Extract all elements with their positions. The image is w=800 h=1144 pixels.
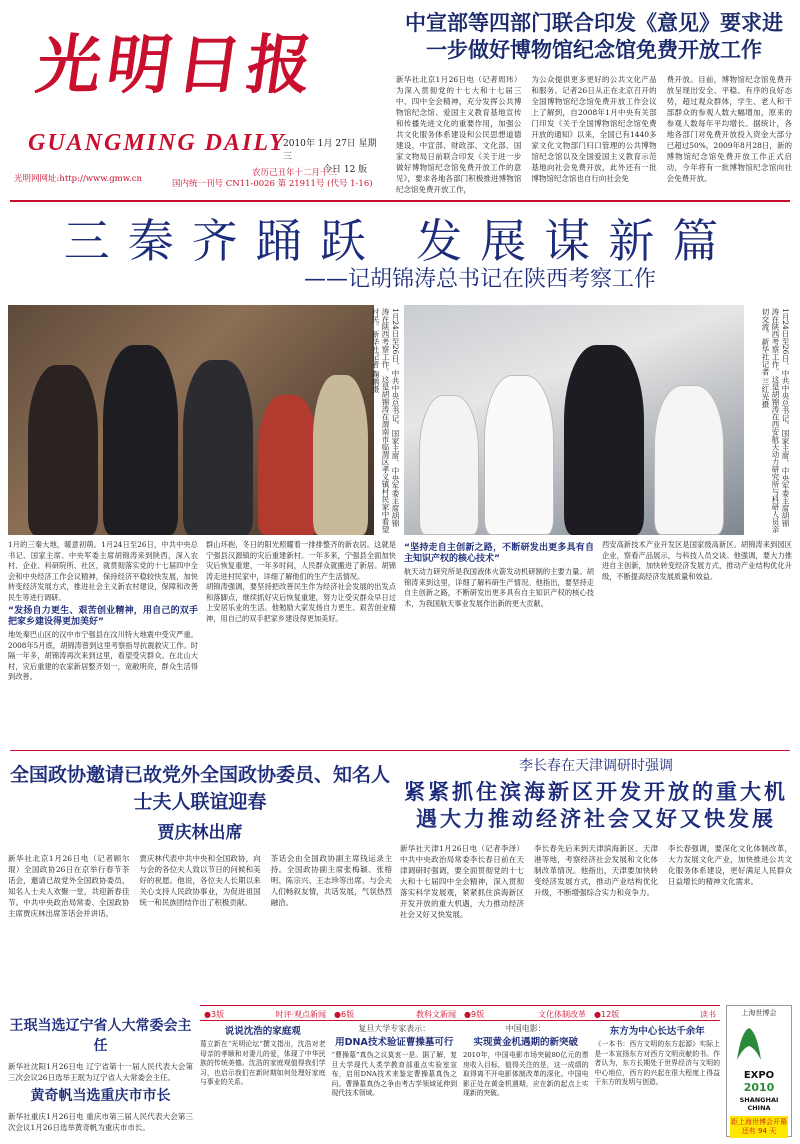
page-count: 今日 12 版	[323, 165, 368, 175]
newspaper-logo: 光明日报	[31, 28, 323, 103]
expo-countdown-box	[726, 1005, 792, 1137]
brief-text: 新华社沈阳1月26日电 辽宁省第十一届人民代表大会第三次会议26日选举王珉为辽宁省人大常委会主任。	[8, 1062, 193, 1082]
top-story-paragraph: 费开放。目前，博物馆纪念馆免费开放呈现出安全、平稳、有序的良好态势，超过观众群体，学生、老人和干部群众的参观人数大幅增加，原来的参观人数每年平均增长。据统计，各地各部门对免费开放投入资金大部分已超过50%，2009年8月28日，新的博物馆纪念馆免费开放工作正式启动，今年将有一批博物馆纪念馆向社会免费开放。	[666, 75, 792, 183]
main-story-paragraph: 群山环抱，冬日的阳光照耀着一排排整齐的新农居。这就是宁强县汉源镇的灾后重建新村。一年多来，宁强县全面加快灾后恢复重建，一年多时间，人民群众就搬进了新居。胡锦涛走进村民家中，详细了解他们的生产生活情况。	[206, 540, 396, 581]
index-box-headline[interactable]: 用DNA技术验证曹操墓可行	[335, 1037, 454, 1048]
index-box-text: 葛立新在“光明论坛”撰文指出，沈浩对老母亲的孝顺和对妻儿的爱，体现了中华民族的传统美德。沈浩的家庭观值得我们学习，也启示我们在新时期如何处理好家庭与事业的关系。	[200, 1040, 326, 1086]
tianjin-paragraph: 李长春强调，要深化文化体制改革，大力发展文化产业，加快推进公共文化服务体系建设，更好满足人民群众日益增长的精神文化需求。	[668, 844, 792, 886]
newspaper-logo-english: GUANGMING DAILY	[28, 130, 286, 156]
brief-liaoning	[8, 1015, 193, 1083]
photo-figure	[28, 365, 98, 535]
cppcc-paragraph: 茶话会由全国政协副主席钱运录主持。全国政协副主席张梅颖、张榕明、陈宗兴、王志珍等出席。与会夫人们畅叙友情，共话发展，气氛热烈融洽。	[270, 854, 392, 907]
index-page: ●6版	[334, 1010, 355, 1019]
index-box	[463, 1023, 589, 1099]
issue-info	[172, 168, 373, 190]
index-box-text: 2010年，中国电影市场突破80亿元的票房收入目标，值得关注的是，这一成绩的取得离不开电影体制改革的深化。中国电影正处在黄金机遇期，应在新的起点上实现新的突破。	[463, 1051, 589, 1097]
brief-headline[interactable]: 黄奇帆当选重庆市市长	[30, 1088, 171, 1104]
website-link[interactable]: 光明网网址:http://www.gmw.cn	[14, 174, 142, 184]
photo-figure	[419, 395, 479, 535]
page-index-bar	[200, 1005, 720, 1021]
issue-date: 2010年 1月 27日 星期三	[283, 139, 377, 162]
main-story-column	[206, 540, 396, 683]
tianjin-paragraph: 新华社天津1月26日电（记者李泽）中共中央政治局常委李长春日前在天津调研时强调，要全面贯彻党的十七大和十七届四中全会精神，深入贯彻落实科学发展观，紧紧抓住滨海新区开发开放的重大机遇，大力推动经济社会又好又快发展。	[400, 844, 524, 919]
index-box-headline[interactable]: 说说沈浩的家庭观	[224, 1026, 301, 1037]
expo-english-name: SHANGHAI CHINA	[739, 1096, 779, 1112]
main-story-paragraph: 1月的三秦大地，暖意初萌。1月24日至26日，中共中央总书记、国家主席、中央军委主席胡锦涛来到陕西，深入农村、企业、科研院所、社区，就贯彻落实党的十七届四中全会和中央经济工作会议精神，保持经济平稳较快发展，加快转变经济发展方式，推进社会主义新农村建设，保障和改善民生等进行调研。	[8, 540, 198, 602]
photo-research-visit	[404, 305, 744, 535]
photo-caption-left: 1月24日至26日，中共中央总书记、国家主席、中央军委主席胡锦涛在陕西考察工作。这是胡锦涛在渭南市临渭区孝义镇村民家中看望村民。新华社记者 鞠鹏摄	[371, 308, 400, 533]
index-cell[interactable]	[460, 1006, 590, 1020]
main-subheadline: ——记胡锦涛总书记在陕西考察工作	[303, 267, 656, 292]
index-page: ●3版	[204, 1010, 225, 1019]
main-story-subhead: “坚持走自主创新之路，不断研发出更多具有自主知识产权的核心技术”	[404, 543, 594, 564]
publication-number: 国内统一刊号 CN11-0026 第 21911号 (代号 1-16)	[172, 179, 373, 189]
brief-headline[interactable]: 王珉当选辽宁省人大常委会主任	[9, 1018, 192, 1054]
lunar-date: 农历己丑年十二月十三	[252, 168, 338, 178]
index-label: 读书	[700, 1010, 716, 1019]
divider	[10, 750, 790, 751]
index-page: ●12版	[594, 1010, 620, 1019]
top-story-headline[interactable]: 中宣部等四部门联合印发《意见》要求进一步做好博物馆纪念馆免费开放工作	[405, 11, 783, 62]
photo-figure	[654, 385, 724, 535]
index-label: 教科文新闻	[416, 1010, 456, 1019]
index-box-text: 《一本书：西方文明的东方起源》实际上是一本宣扬东方对西方文明贡献的书。作者认为，东方长期处于世界经济与文明的中心地位，西方的兴起在很大程度上得益于东方的发明与创造。	[594, 1040, 720, 1086]
index-box	[332, 1023, 458, 1099]
index-box-headline[interactable]: 实现黄金机遇期的新突破	[473, 1037, 578, 1048]
index-cell[interactable]	[330, 1006, 460, 1020]
top-story-paragraph: 为公众提供更多更好的公共文化产品和服务。记者26日从正在北京召开的全国博物馆纪念馆免费开放工作会议上了解到，自2008年1月中央有关部门印发《关于全国博物馆纪念馆免费开放的通知》以来，全国已有1440多家文化文物部门归口管理的公共博物馆纪念馆以及全国爱国主义教育示范基地向社会免费开放，此外还有一批博物馆纪念馆也自行向社会免	[531, 75, 657, 183]
photo-figure	[313, 375, 368, 535]
main-story-column	[8, 540, 198, 683]
cppcc-body	[8, 853, 392, 919]
index-box-headline[interactable]: 东方为中心长达千余年	[609, 1026, 705, 1037]
photo-village-visit	[8, 305, 374, 535]
main-story-column	[602, 540, 792, 683]
photo-figure	[183, 360, 253, 535]
masthead	[0, 0, 380, 200]
main-story-paragraph: 胡锦涛强调，要坚持把改善民生作为经济社会发展的出发点和落脚点，继续抓好灾后恢复重建，努力让受灾群众早日过上安居乐业的生活。他勉励大家发扬自力更生、艰苦创业精神，用自己的双手把家乡建设得更加美好。	[206, 582, 396, 623]
brief-text: 新华社重庆1月26日电 重庆市第三届人民代表大会第三次会议1月26日选举黄奇帆为重庆市市长。	[8, 1112, 193, 1132]
top-story-body	[396, 74, 792, 195]
index-box-kicker: 中国电影：	[505, 1024, 546, 1033]
top-story	[396, 10, 792, 195]
main-story-body	[8, 540, 792, 683]
index-label: 时评·观点新闻	[275, 1010, 326, 1019]
main-story-paragraph: 地处秦巴山区的汉中市宁强县在汶川特大地震中受灾严重。2008年5月底，胡锦涛曾到这里考察指导抗震救灾工作。时隔一年多，胡锦涛再次来到这里，看望受灾群众。在北山大村，灾后重建的农家新居整齐划一，宽敞明亮，群众生活得到改善。	[8, 630, 198, 681]
main-story-subhead: “发扬自力更生、艰苦创业精神，用自己的双手把家乡建设得更加美好”	[8, 606, 198, 627]
tianjin-story	[400, 755, 792, 920]
index-box-text: “曹操墓”真伪之议莫衷一是。据了解，复旦大学现代人类学教育部重点实验室宣布，启用DNA技术来鉴定曹操墓真伪之问。曹操墓真伪之争由考古学领域延伸到现代技术领域。	[331, 1051, 457, 1097]
index-cell[interactable]	[200, 1006, 330, 1020]
photo-figure	[103, 345, 178, 535]
photo-caption-right: 1月24日至26日，中共中央总书记、国家主席、中央军委主席胡锦涛在陕西考察工作。这是胡锦涛在西安航天动力研究所与科研人员亲切交流。新华社记者 兰红光摄	[761, 308, 790, 533]
photo-figure	[258, 395, 318, 535]
tianjin-paragraph: 李长春先后来到天津滨海新区、天津港等地，考察经济社会发展和文化体制改革情况。他指出，天津要加快转变经济发展方式，推动产业结构优化升级，不断增强综合实力和竞争力。	[534, 844, 658, 897]
expo-title: 上海世博会	[741, 1009, 777, 1017]
cppcc-paragraph: 新华社北京1月26日电（记者顾尔琨）全国政协26日在京举行春节茶话会，邀请已故党外全国政协委员、知名人士夫人欢聚一堂，共迎新春佳节。中共中央政治局常委、全国政协主席贾庆林出席茶话会并讲话。	[8, 854, 130, 918]
index-boxes	[200, 1023, 720, 1099]
divider	[10, 200, 790, 202]
tianjin-body	[400, 843, 792, 920]
tianjin-headline[interactable]: 紧紧抓住滨海新区开发开放的重大机遇大力推动经济社会又好又快发展	[404, 780, 788, 831]
main-story-paragraph: 航天动力研究所是我国液体火箭发动机研制的主要力量。胡锦涛来到这里，详细了解科研生产情况。他指出，要坚持走自主创新之路，不断研发出更多具有自主知识产权的核心技术，为我国航天事业发展作出新的更大贡献。	[404, 567, 594, 608]
expo-logo-icon	[727, 1022, 771, 1066]
index-box-kicker: 复旦大学专家表示：	[358, 1024, 431, 1033]
index-cell[interactable]	[590, 1006, 720, 1020]
expo-word: EXPO	[743, 1070, 775, 1081]
main-story-column	[404, 540, 594, 683]
expo-year: 2010	[743, 1081, 775, 1094]
index-label: 文化体制改革	[538, 1010, 586, 1019]
main-story-paragraph: 西安高新技术产业开发区是国家级高新区。胡锦涛来到园区企业，察看产品展示，与科技人员交谈。他强调，要大力推进自主创新，加快转变经济发展方式，推动产业结构优化升级，不断提高经济发展质量和效益。	[602, 540, 792, 581]
brief-chongqing	[8, 1085, 193, 1133]
tianjin-kicker: 李长春在天津调研时强调	[519, 758, 673, 774]
index-page: ●9版	[464, 1010, 485, 1019]
main-headline[interactable]: 三秦齐踊跃 发展谋新篇	[63, 214, 737, 268]
photo-figure	[564, 345, 644, 535]
expo-countdown: 距上海世博会开幕还有 94 天	[730, 1116, 788, 1138]
index-box	[200, 1023, 326, 1099]
index-box	[595, 1023, 721, 1099]
cppcc-story	[8, 760, 392, 919]
cppcc-subhead: 贾庆林出席	[157, 823, 243, 843]
cppcc-headline[interactable]: 全国政协邀请已故党外全国政协委员、知名人士夫人联谊迎春	[9, 764, 390, 813]
top-story-paragraph: 新华社北京1月26日电（记者周玮）为深入贯彻党的十七大和十七届三中、四中全会精神，充分发挥公共博物馆纪念馆、爱国主义教育基地宣传和传播先进文化的重要作用，加强公共文化服务体系建设和公民思想道德建设，中宣部、财政部、文化部、国家文物局日前联合印发《关于进一步做好博物馆纪念馆免费开放工作的意见》，要求各地各部门积极推进博物馆纪念馆免费开放工作，	[396, 75, 522, 194]
photo-figure	[484, 375, 554, 535]
cppcc-paragraph: 贾庆林代表中共中央和全国政协，向与会的各位夫人致以节日的问候和美好的祝愿。他说，各位夫人长期以来关心支持人民政协事业，为促进祖国统一和民族团结作出了积极贡献。	[139, 854, 261, 907]
